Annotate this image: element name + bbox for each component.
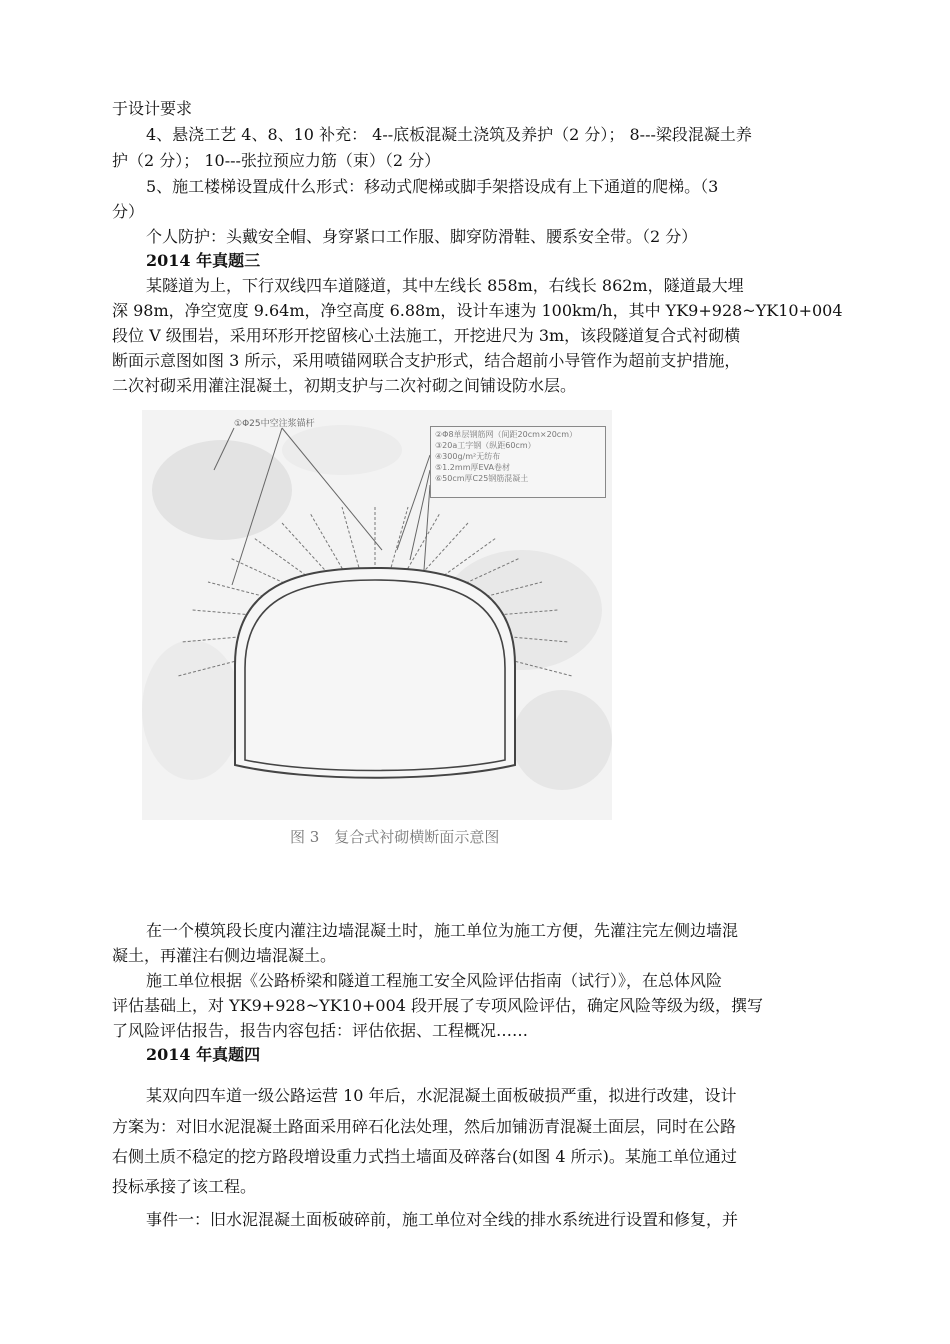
text-line: 某双向四车道一级公路运营 10 年后，水泥混凝土面板破损严重，拟进行改建，设计 bbox=[146, 1086, 737, 1105]
legend-item: ②Φ8单层钢筋网（间距20cm×20cm） bbox=[435, 430, 578, 439]
text-line: 凝土，再灌注右侧边墙混凝土。 bbox=[112, 946, 337, 965]
bolt-label: ①Φ25中空注浆锚杆 bbox=[234, 419, 315, 429]
text-line: 4、悬浇工艺 4、8、10 补充： 4--底板混凝土浇筑及养护（2 分）； 8---梁段混凝土养 bbox=[146, 125, 752, 144]
legend-item: ③20a工字钢（纵距60cm） bbox=[435, 441, 536, 450]
section-heading: 2014 年真题三 bbox=[146, 251, 261, 270]
text-line: 施工单位根据《公路桥梁和隧道工程施工安全风险评估指南（试行）》，在总体风险 bbox=[146, 971, 723, 990]
legend-item: ④300g/m²无纺布 bbox=[435, 452, 501, 461]
text-line: 了风险评估报告，报告内容包括：评估依据、工程概况…… bbox=[112, 1021, 529, 1040]
text-line: 在一个模筑段长度内灌注边墙混凝土时，施工单位为施工方便，先灌注完左侧边墙混 bbox=[146, 921, 739, 940]
figure-legend bbox=[430, 426, 606, 498]
text-line: 某隧道为上，下行双线四车道隧道，其中左线长 858m，右线长 862m，隧道最大埋 bbox=[146, 276, 744, 295]
text-line: 深 98m，净空宽度 9.64m，净空高度 6.88m，设计车速为 100km/h，其中 YK9+928~YK10+004 bbox=[112, 301, 843, 320]
text-line: 二次衬砌采用灌注混凝土，初期支护与二次衬砌之间铺设防水层。 bbox=[112, 376, 577, 395]
text-line: 投标承接了该工程。 bbox=[112, 1177, 257, 1196]
text-line: 分） bbox=[112, 202, 145, 221]
text-line: 方案为：对旧水泥混凝土路面采用碎石化法处理，然后加铺沥青混凝土面层，同时在公路 bbox=[112, 1117, 737, 1136]
text-line: 右侧土质不稳定的挖方路段增设重力式挡土墙面及碎落台(如图 4 所示)。某施工单位通过 bbox=[112, 1147, 737, 1166]
text-line: 断面示意图如图 3 所示，采用喷锚网联合支护形式，结合超前小导管作为超前支护措施， bbox=[112, 351, 741, 370]
text-line: 5、施工楼梯设置成什么形式：移动式爬梯或脚手架搭设成有上下通道的爬梯。（3 bbox=[146, 177, 719, 196]
legend-item: ⑤1.2mm厚EVA卷材 bbox=[435, 463, 510, 472]
tunnel-cross-section-figure bbox=[142, 410, 612, 855]
text-line: 个人防护：头戴安全帽、身穿紧口工作服、脚穿防滑鞋、腰系安全带。（2 分） bbox=[146, 227, 698, 246]
text-line: 段位 V 级围岩，采用环形开挖留核心土法施工，开挖进尺为 3m，该段隧道复合式衬砌横 bbox=[112, 326, 741, 345]
text-line: 护（2 分）； 10---张拉预应力筋（束）（2 分） bbox=[112, 151, 441, 170]
text-line: 于设计要求 bbox=[112, 99, 193, 118]
figure-caption: 图 3 复合式衬砌横断面示意图 bbox=[290, 828, 500, 846]
legend-item: ⑥50cm厚C25钢筋混凝土 bbox=[435, 474, 529, 483]
section-heading: 2014 年真题四 bbox=[146, 1045, 261, 1064]
text-line: 事件一：旧水泥混凝土面板破碎前，施工单位对全线的排水系统进行设置和修复，并 bbox=[146, 1210, 739, 1229]
text-line: 评估基础上，对 YK9+928~YK10+004 段开展了专项风险评估，确定风险等级为级，撰写 bbox=[112, 996, 764, 1015]
